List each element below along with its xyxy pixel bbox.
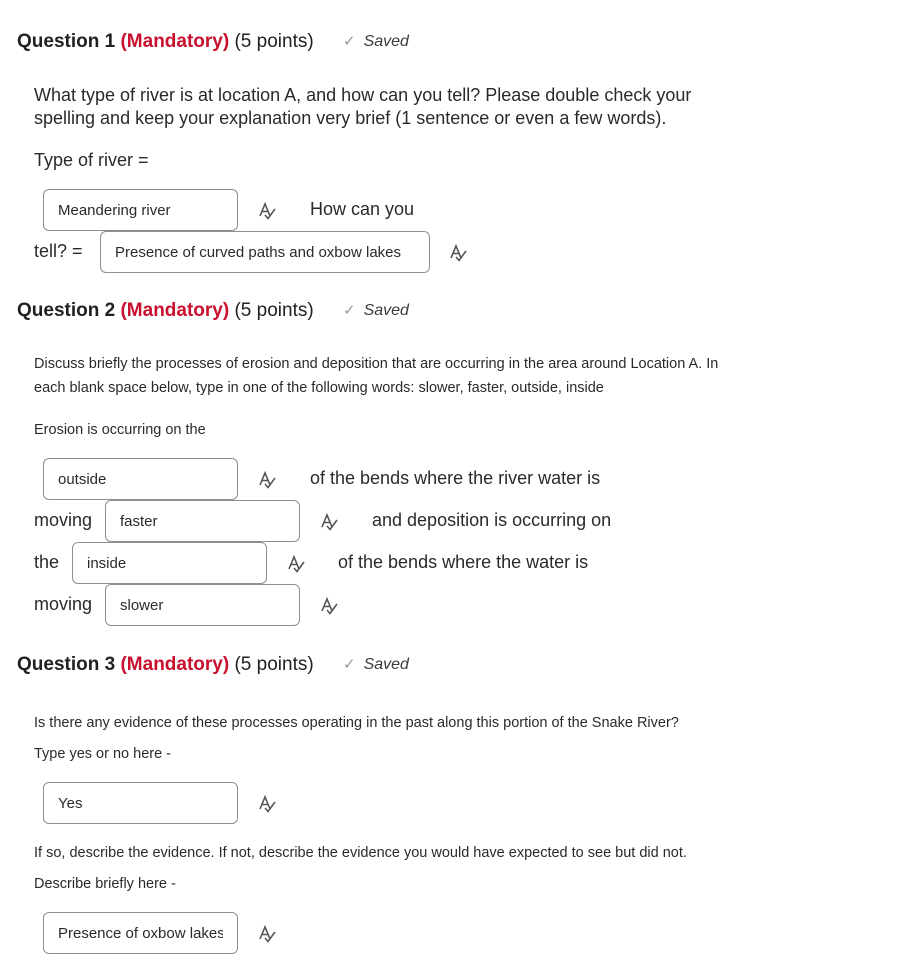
spell-check-icon[interactable]: [319, 512, 339, 532]
q2-blank3-input[interactable]: [72, 542, 267, 584]
q1-prompt-line1: What type of river is at location A, and how can you tell? Please double check your: [34, 85, 692, 105]
q3-saved-label: Saved: [363, 656, 409, 673]
q3-describe-label: Describe briefly here -: [34, 876, 176, 892]
q1-header: [17, 31, 314, 53]
spell-check-icon[interactable]: [257, 924, 277, 944]
spell-check-icon[interactable]: [319, 596, 339, 616]
checkmark-icon: ✓: [343, 33, 356, 50]
q1-mandatory: (Mandatory): [120, 31, 230, 52]
q3-yesno-label: Type yes or no here -: [34, 746, 172, 762]
q2-prompt-line2: each blank space below, type in one of the following words: slower, faster, outside, inside: [34, 380, 604, 396]
q1-how-label-2: tell? =: [34, 241, 83, 261]
q2-before2: moving: [34, 510, 93, 530]
spell-check-icon[interactable]: [448, 243, 468, 263]
q2-before4: moving: [34, 594, 93, 614]
q3-saved-status: [343, 655, 409, 674]
q2-title: Question 2: [17, 300, 116, 321]
q2-blank1-input[interactable]: [43, 458, 238, 500]
q1-type-input[interactable]: [43, 189, 238, 231]
q3-yesno-input[interactable]: [43, 782, 238, 824]
q1-how-label-1: How can you: [310, 199, 415, 219]
spell-check-icon[interactable]: [286, 554, 306, 574]
checkmark-icon: ✓: [343, 656, 356, 673]
q2-blank4-input[interactable]: [105, 584, 300, 626]
spell-check-icon[interactable]: [257, 201, 277, 221]
q1-type-label: Type of river =: [34, 150, 149, 170]
q2-blank2-input[interactable]: [105, 500, 300, 542]
spell-check-icon[interactable]: [257, 470, 277, 490]
q3-points: (5 points): [234, 654, 314, 675]
q1-title: Question 1: [17, 31, 116, 52]
q2-before3: the: [34, 552, 60, 572]
q1-how-input[interactable]: [100, 231, 430, 273]
q3-prompt: Is there any evidence of these processes operating in the past along this portion of the Snake River?: [34, 715, 679, 731]
q2-header: [17, 300, 314, 322]
q2-lead: Erosion is occurring on the: [34, 422, 206, 438]
q2-after3: of the bends where the water is: [338, 552, 589, 572]
q3-mandatory: (Mandatory): [120, 654, 230, 675]
q2-after1: of the bends where the river water is: [310, 468, 601, 488]
q2-points: (5 points): [234, 300, 314, 321]
q3-title: Question 3: [17, 654, 116, 675]
q2-after2: and deposition is occurring on: [372, 510, 612, 530]
q2-prompt-line1: Discuss briefly the processes of erosion and deposition that are occurring in the area around Location A. In: [34, 356, 719, 372]
q3-followup: If so, describe the evidence. If not, describe the evidence you would have expected to see but did not.: [34, 845, 687, 861]
q1-points: (5 points): [234, 31, 314, 52]
q3-describe-input[interactable]: [43, 912, 238, 954]
q1-saved-label: Saved: [363, 33, 409, 50]
q1-prompt-line2: spelling and keep your explanation very brief (1 sentence or even a few words).: [34, 108, 667, 128]
q2-mandatory: (Mandatory): [120, 300, 230, 321]
q1-saved-status: [343, 32, 409, 51]
q3-header: [17, 654, 314, 676]
checkmark-icon: ✓: [343, 302, 356, 319]
q2-saved-label: Saved: [363, 302, 409, 319]
spell-check-icon[interactable]: [257, 794, 277, 814]
q2-saved-status: [343, 301, 409, 320]
